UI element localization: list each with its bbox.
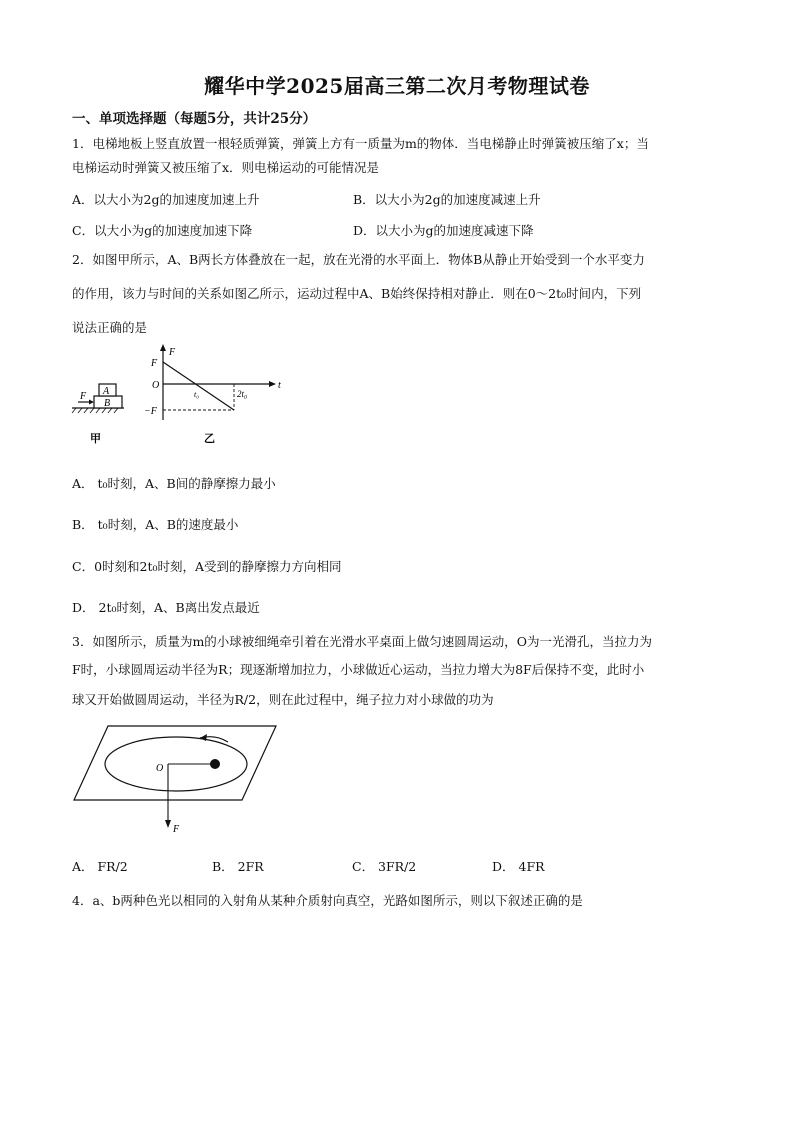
q2-option-d: D． 2t₀时刻，A、B离出发点最近 xyxy=(72,600,260,615)
block-b-label: B xyxy=(104,398,111,409)
origin-label: O xyxy=(152,380,160,391)
force-line xyxy=(163,362,234,410)
block-a-label: A xyxy=(103,386,110,397)
page-title: 耀华中学2025届高三第二次月考物理试卷 xyxy=(204,74,590,98)
q1-stem-line2: 电梯运动时弹簧又被压缩了x．则电梯运动的可能情况是 xyxy=(72,160,380,175)
f-axis-label: F xyxy=(169,347,176,358)
t0-label: t₀ xyxy=(194,390,200,399)
q2-option-a: A． t₀时刻，A、B间的静摩擦力最小 xyxy=(72,476,276,491)
q2-figure xyxy=(70,340,290,450)
caption-yi: 乙 xyxy=(204,433,215,445)
ball xyxy=(210,759,220,769)
q3-option-a: A． FR/2 xyxy=(72,859,128,874)
q3-stem-line1: 3．如图所示，质量为m的小球被细绳牵引着在光滑水平桌面上做匀速圆周运动，O为一光滑孔，当拉力为 xyxy=(72,634,653,649)
q3-stem-line2: F时，小球圆周运动半径为R；现逐渐增加拉力，小球做近心运动，当拉力增大为8F后保持不变，此时小 xyxy=(72,662,645,677)
q2-stem-line2: 的作用，该力与时间的关系如图乙所示，运动过程中A、B始终保持相对静止．则在0～2t₀时间内，下列 xyxy=(72,286,642,301)
q1-option-a: A．以大小为2g的加速度加速上升 xyxy=(72,192,260,207)
q3-option-c: C． 3FR/2 xyxy=(352,859,417,874)
q1-stem-line1: 1．电梯地板上竖直放置一根轻质弹簧，弹簧上方有一质量为m的物体．当电梯静止时弹簧被压缩了x；当 xyxy=(72,136,649,151)
q2-stem-line3: 说法正确的是 xyxy=(72,320,148,335)
f-tick-label: F xyxy=(151,358,158,369)
pull-force-label: F xyxy=(173,824,180,835)
t-axis-label: t xyxy=(278,380,281,391)
caption-jia: 甲 xyxy=(90,433,101,445)
q3-stem-line3: 球又开始做圆周运动，半径为R/2，则在此过程中，绳子拉力对小球做的功为 xyxy=(72,692,494,707)
2t0-label: 2t₀ xyxy=(237,389,248,399)
q4-stem-line1: 4．a、b两种色光以相同的入射角从某种介质射向真空，光路如图所示，则以下叙述正确的是 xyxy=(72,893,583,908)
neg-f-label: −F xyxy=(144,406,157,417)
q2-option-c: C．0时刻和2t₀时刻，A受到的静摩擦力方向相同 xyxy=(72,559,342,574)
q2-stem-line1: 2．如图甲所示，A、B两长方体叠放在一起，放在光滑的水平面上．物体B从静止开始受到一个水平变力 xyxy=(72,252,645,267)
q1-option-c: C．以大小为g的加速度加速下降 xyxy=(72,223,253,238)
figure-yi xyxy=(144,344,281,445)
q3-option-b: B． 2FR xyxy=(212,859,264,874)
q2-option-b: B． t₀时刻，A、B的速度最小 xyxy=(72,517,239,532)
hole-label: O xyxy=(156,763,164,774)
q1-option-d: D．以大小为g的加速度减速下降 xyxy=(353,223,534,238)
force-label: F xyxy=(80,391,87,402)
section-heading: 一、单项选择题（每题5分，共计25分） xyxy=(72,111,317,127)
figure-jia xyxy=(72,384,124,445)
q3-option-d: D． 4FR xyxy=(492,859,545,874)
q1-option-b: B．以大小为2g的加速度减速上升 xyxy=(353,192,541,207)
q3-figure xyxy=(72,724,282,840)
